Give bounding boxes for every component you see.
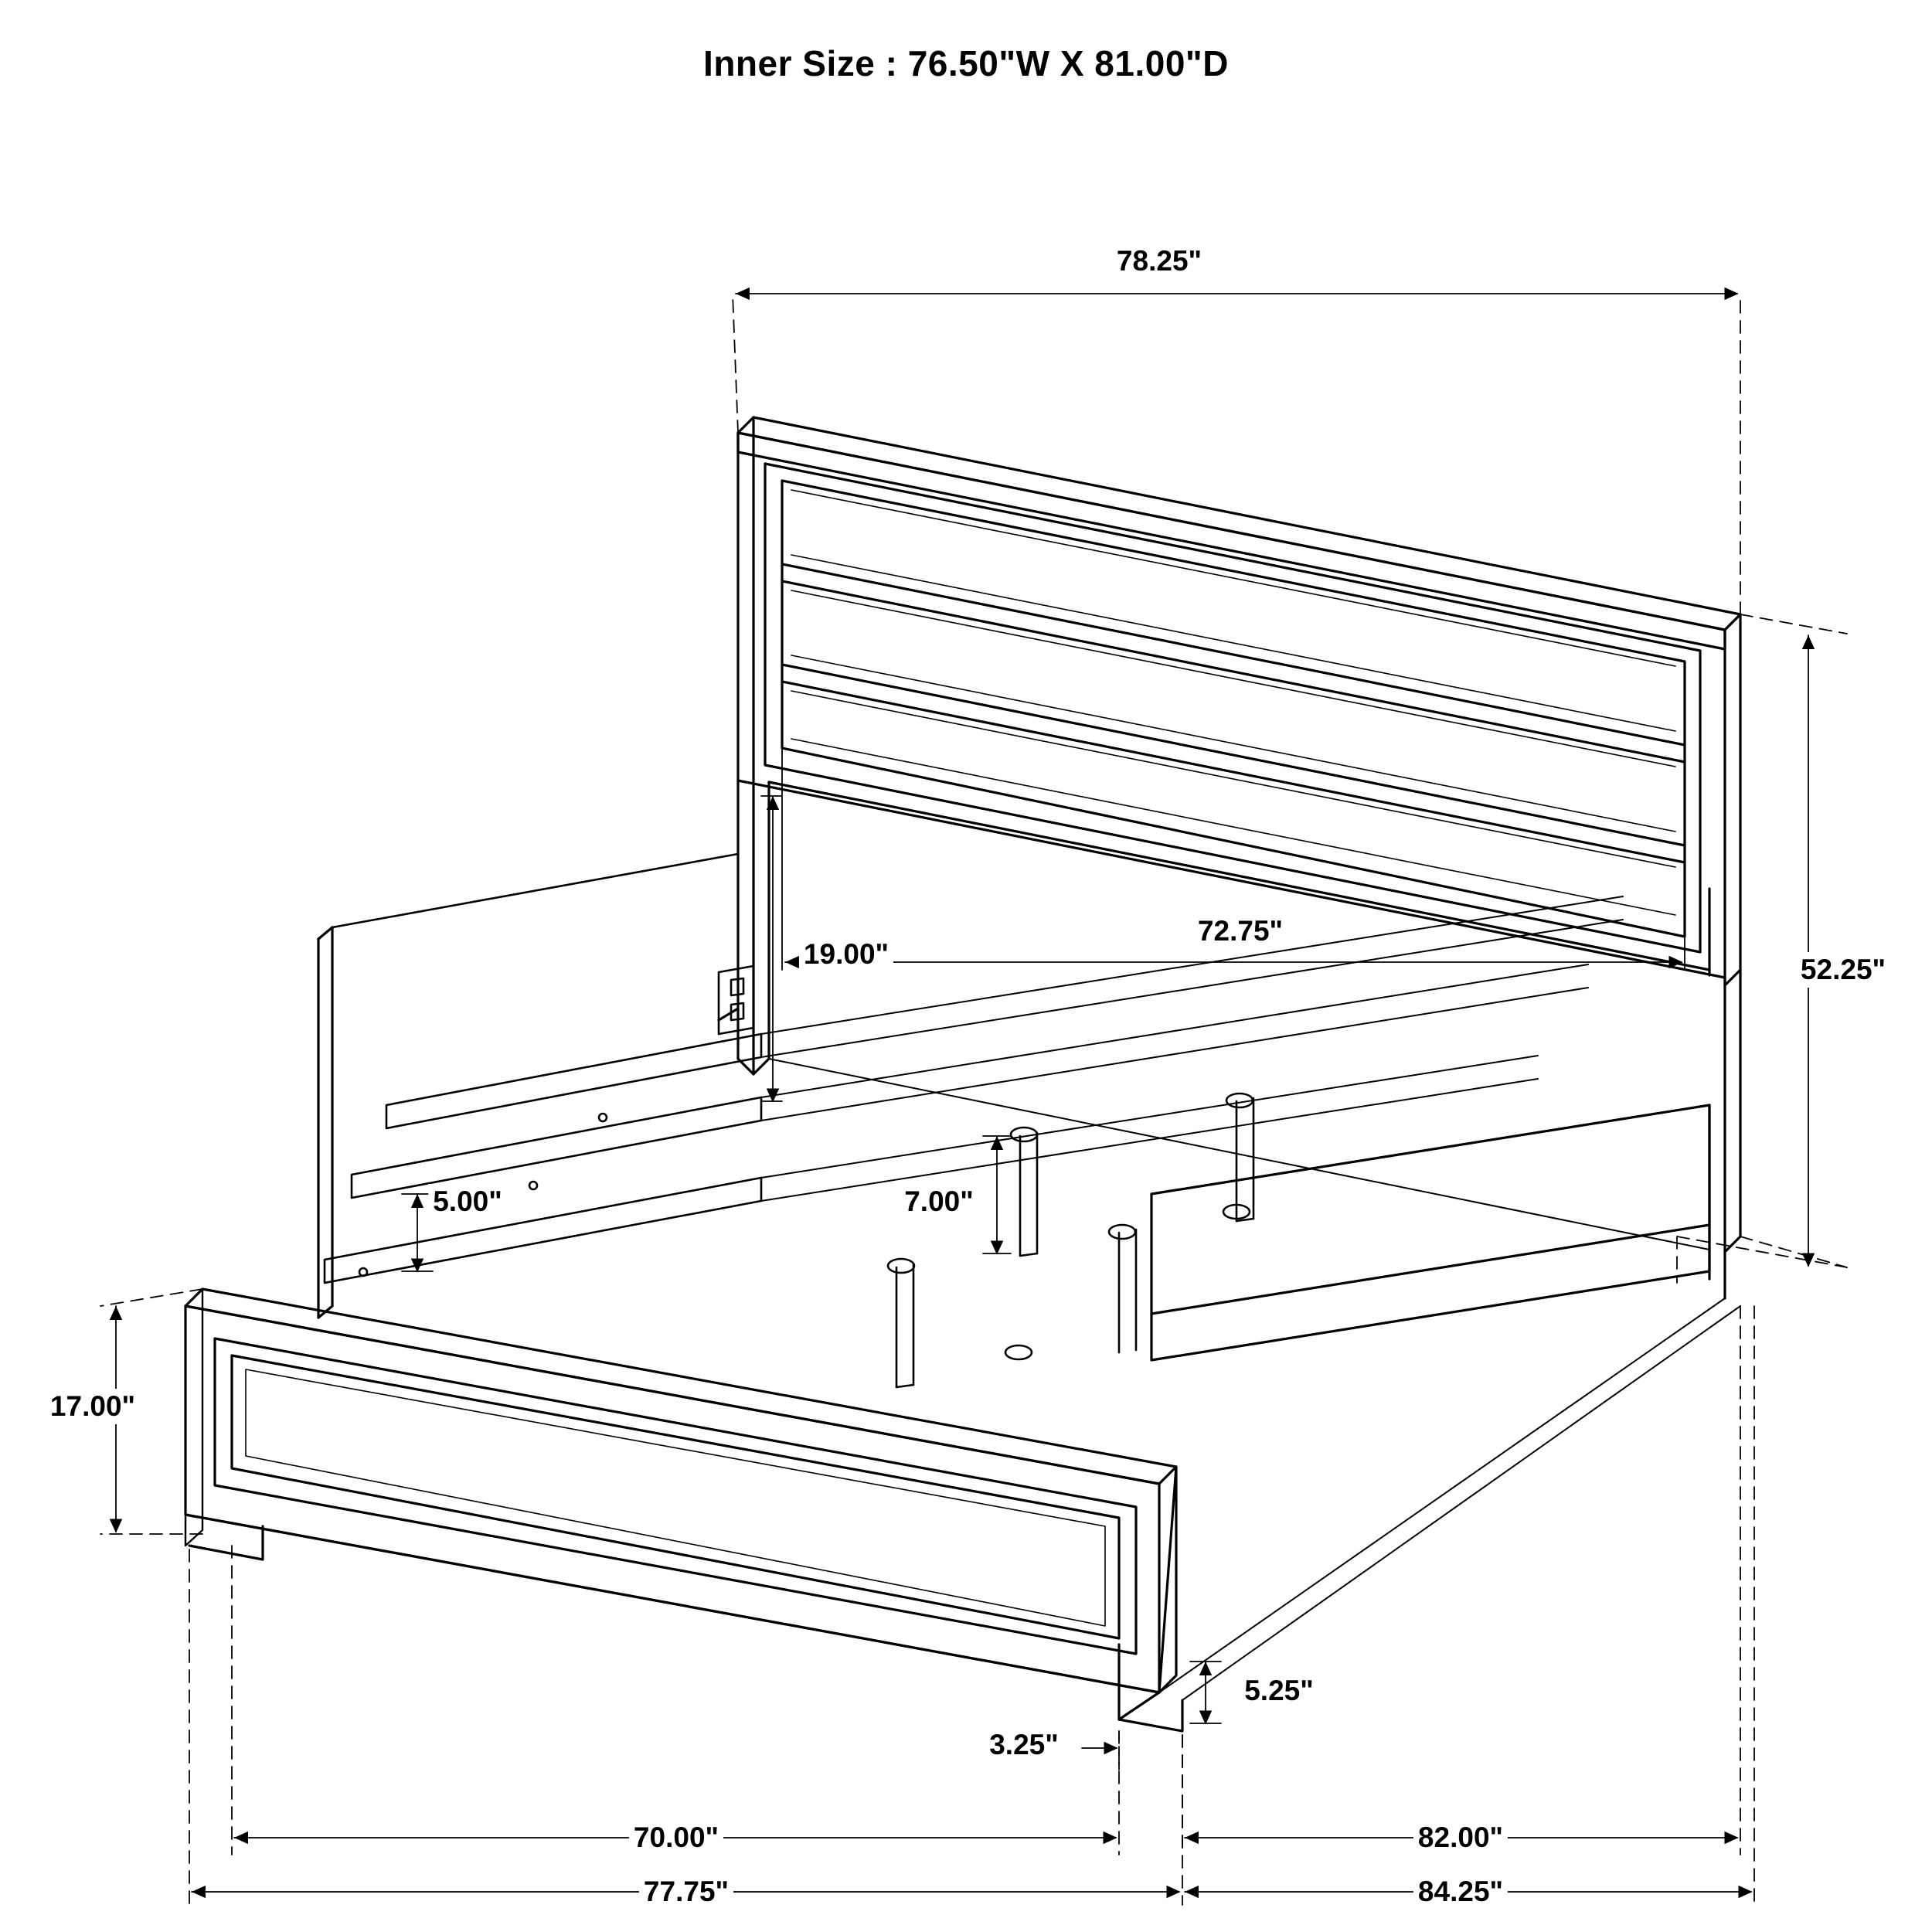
- dim-label-headboard-inner-width: 72.75": [1193, 913, 1287, 949]
- dim-label-headboard-leg-clearance: 19.00": [799, 937, 893, 972]
- right-side-rail: [1151, 1105, 1725, 1360]
- footboard: [185, 1289, 1182, 1731]
- rail-bracket: [719, 966, 753, 1034]
- dim-label-headboard-height: 52.25": [1796, 952, 1890, 988]
- dim-label-overall-width-top: 78.25": [1112, 243, 1206, 279]
- dim-label-overall-depth: 84.25": [1413, 1874, 1508, 1910]
- slat-support-frame: [325, 896, 1623, 1387]
- headboard: [738, 417, 1740, 1252]
- dimension-lines: [100, 294, 1847, 1905]
- dim-label-side-rail-length: 82.00": [1413, 1820, 1508, 1855]
- page-title: Inner Size : 76.50"W X 81.00"D: [703, 43, 1229, 83]
- dim-label-foot-offset: 3.25": [985, 1727, 1063, 1763]
- dim-label-center-support-height: 7.00": [900, 1184, 978, 1219]
- dim-label-footboard-foot-height: 5.25": [1240, 1673, 1318, 1709]
- dim-label-footboard-width: 77.75": [639, 1874, 733, 1910]
- dim-label-slat-support-height: 5.00": [428, 1184, 507, 1219]
- dim-label-inner-length: 70.00": [629, 1820, 723, 1855]
- dim-label-footboard-height: 17.00": [46, 1389, 140, 1424]
